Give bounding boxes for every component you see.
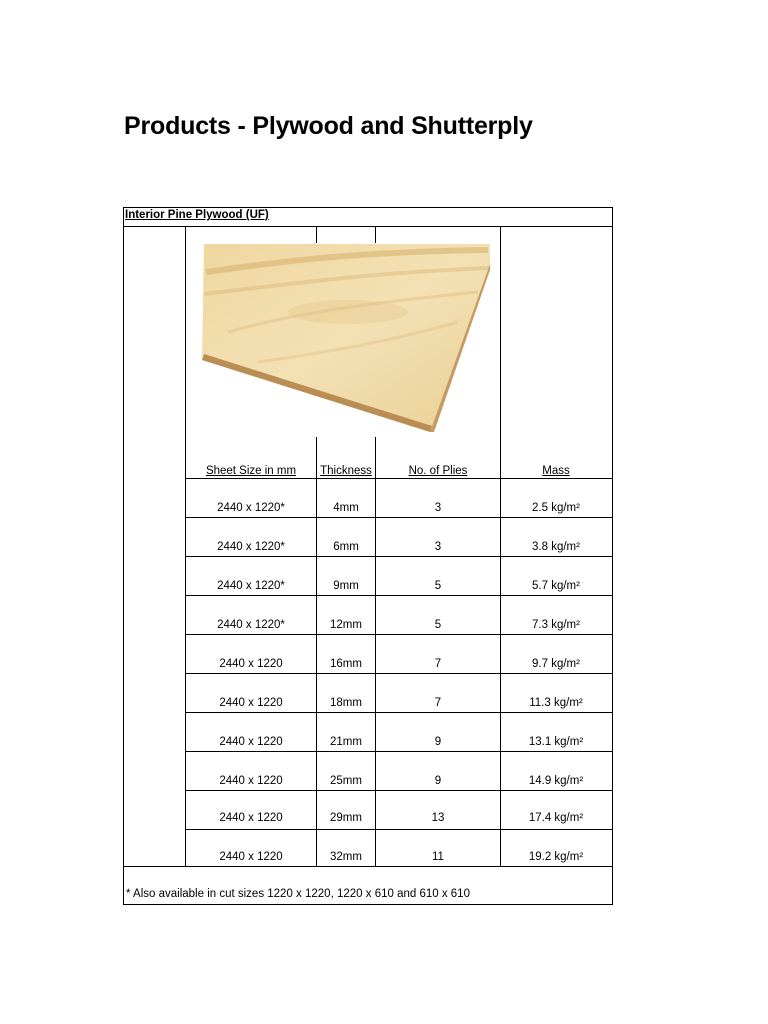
cell-size: 2440 x 1220* <box>217 541 285 553</box>
cell-thickness: 12mm <box>330 619 362 631</box>
page-title: Products - Plywood and Shutterply <box>124 112 533 140</box>
cell-size: 2440 x 1220 <box>219 851 283 863</box>
table-bottom-line <box>124 866 612 867</box>
cell-size: 2440 x 1220* <box>217 619 285 631</box>
cell-thickness: 25mm <box>330 775 362 787</box>
cell-size: 2440 x 1220 <box>219 736 283 748</box>
cell-thickness: 6mm <box>333 541 359 553</box>
cell-mass: 2.5 kg/m² <box>532 502 580 514</box>
header-mass: Mass <box>542 465 570 477</box>
cell-mass: 19.2 kg/m² <box>528 851 584 863</box>
cell-thickness: 18mm <box>330 697 362 709</box>
row-line <box>185 556 612 557</box>
row-line <box>185 478 612 479</box>
cell-plies: 7 <box>434 697 442 709</box>
row-line <box>185 673 612 674</box>
cell-plies: 3 <box>434 502 442 514</box>
cell-mass: 9.7 kg/m² <box>532 658 580 670</box>
row-line <box>185 829 612 830</box>
row-line <box>185 790 612 791</box>
cell-thickness: 4mm <box>333 502 359 514</box>
cell-plies: 3 <box>434 541 442 553</box>
cell-size: 2440 x 1220 <box>219 697 283 709</box>
cell-plies: 5 <box>434 580 442 592</box>
row-line <box>185 595 612 596</box>
cell-plies: 11 <box>432 851 444 863</box>
cell-size: 2440 x 1220* <box>217 502 285 514</box>
cell-mass: 5.7 kg/m² <box>532 580 580 592</box>
cell-size: 2440 x 1220 <box>219 812 283 824</box>
cell-plies: 13 <box>431 812 445 824</box>
col-line-size <box>316 226 317 243</box>
cell-mass: 3.8 kg/m² <box>532 541 580 553</box>
header-plies: No. of Plies <box>408 465 468 477</box>
cell-thickness: 16mm <box>330 658 362 670</box>
cell-size: 2440 x 1220 <box>219 775 283 787</box>
cell-mass: 17.4 kg/m² <box>528 812 584 824</box>
cell-size: 2440 x 1220* <box>217 580 285 592</box>
cell-mass: 13.1 kg/m² <box>528 736 584 748</box>
cell-mass: 14.9 kg/m² <box>528 775 584 787</box>
spec-sheet <box>123 207 613 905</box>
cell-mass: 11.3 kg/m² <box>529 697 583 709</box>
header-sheet-size: Sheet Size in mm <box>205 465 297 477</box>
cell-thickness: 32mm <box>330 851 362 863</box>
cell-plies: 7 <box>434 658 442 670</box>
cell-plies: 5 <box>434 619 442 631</box>
section-title: Interior Pine Plywood (UF) <box>125 209 269 221</box>
cell-thickness: 21mm <box>330 736 362 748</box>
row-line <box>185 517 612 518</box>
col-line-thickness <box>375 226 376 243</box>
header-thickness: Thickness <box>320 465 372 477</box>
header-divider <box>124 226 612 227</box>
cell-size: 2440 x 1220 <box>219 658 283 670</box>
cell-thickness: 29mm <box>330 812 362 824</box>
row-line <box>185 634 612 635</box>
plywood-sheet-image <box>198 242 492 432</box>
cell-plies: 9 <box>434 775 442 787</box>
footnote: * Also available in cut sizes 1220 x 1220, 1220 x 610 and 610 x 610 <box>126 888 470 900</box>
cell-thickness: 9mm <box>333 580 359 592</box>
cell-plies: 9 <box>434 736 442 748</box>
cell-mass: 7.3 kg/m² <box>532 619 580 631</box>
row-line <box>185 751 612 752</box>
row-line <box>185 712 612 713</box>
